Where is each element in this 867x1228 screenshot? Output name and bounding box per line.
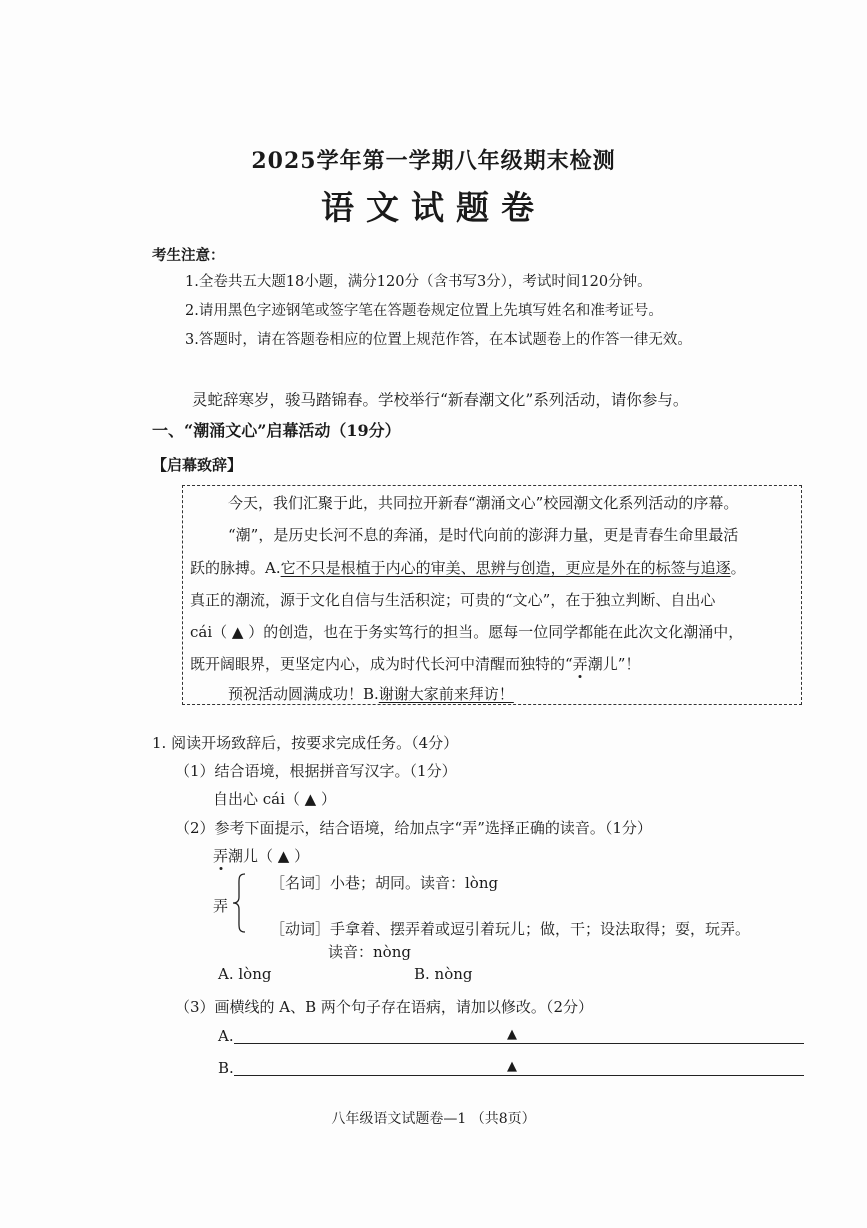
subsection-heading: 【启幕致辞】 [152, 456, 243, 474]
dotted-char: 弄 [572, 655, 588, 673]
underlined-sentence-a: 它不只是根植于内心的审美、思辨与创造，更应是外在的标签与追逐 [280, 559, 731, 577]
notice-heading: 考生注意： [152, 247, 225, 264]
speech-text: 跃的脉搏。A. [190, 559, 281, 577]
speech-text: 预祝活动圆满成功！B. [228, 685, 379, 703]
answer-label-a: A. [218, 1027, 234, 1045]
speech-line: cái（ ▲ ）的创造，也在于务实笃行的担当。愿每一位同学都能在此次文化潮涌中， [190, 623, 744, 641]
answer-placeholder-icon: ▲ [507, 1027, 517, 1042]
section-title: 一、“潮涌文心”启幕活动（19分） [152, 421, 401, 440]
speech-line: 今天，我们汇聚于此，共同拉开新春“潮涌文心”校园潮文化系列活动的序幕。 [228, 494, 739, 512]
intro-text: 灵蛇辞寒岁，骏马踏锦春。学校举行“新春潮文化”系列活动，请你参与。 [192, 391, 689, 409]
answer-placeholder-item: 自出心 cái（ ▲ ） [213, 790, 336, 808]
question-part: （3）画横线的 A、B 两个句子存在语病，请加以修改。（2分） [175, 998, 593, 1016]
answer-placeholder-item [213, 845, 309, 866]
dotted-char: 弄 [213, 847, 229, 865]
answer-line-b[interactable] [234, 1075, 804, 1076]
notice-item: 2.请用黑色字迹钢笔或签字笔在答题卷规定位置上先填写姓名和准考证号。 [185, 303, 663, 319]
underlined-sentence-b: 谢谢大家前来拜访！ [378, 685, 514, 703]
speech-line [228, 683, 514, 704]
notice-item: 3.答题时，请在答题卷相应的位置上规范作答，在本试题卷上的作答一律无效。 [185, 332, 692, 348]
brace-icon [232, 873, 246, 933]
question-part: （2）参考下面提示，结合语境，给加点字“弄”选择正确的读音。（1分） [175, 819, 652, 837]
speech-line [190, 557, 746, 578]
option-b: B. nòng [414, 965, 473, 983]
exam-subject-title: 语文试题卷 [321, 188, 546, 227]
question-part: （1）结合语境，根据拼音写汉字。（1分） [175, 762, 457, 780]
answer-line-a[interactable] [234, 1043, 804, 1044]
option-a: A. lòng [218, 965, 272, 983]
speech-line [190, 653, 640, 674]
speech-text: 。 [730, 559, 746, 577]
speech-line: 真正的潮流，源于文化自信与生活积淀；可贵的“文心”，在于独立判断、自出心 [190, 591, 716, 609]
item-text: 潮儿（ ▲ ） [228, 847, 310, 865]
definition-noun: ［名词］小巷；胡同。读音：lòng [270, 874, 499, 892]
speech-text: 潮儿”！ [587, 655, 641, 673]
question-stem: 1. 阅读开场致辞后，按要求完成任务。（4分） [152, 734, 459, 752]
definition-char: 弄 [213, 897, 229, 915]
answer-placeholder-icon: ▲ [507, 1059, 517, 1074]
definition-verb-reading: 读音：nòng [328, 943, 411, 961]
speech-line: “潮”，是历史长河不息的奔涌，是时代向前的澎湃力量，更是青春生命里最活 [228, 526, 739, 544]
speech-text: 既开阔眼界，更坚定内心，成为时代长河中清醒而独特的“ [190, 655, 573, 673]
notice-item: 1.全卷共五大题18小题，满分120分（含书写3分），考试时间120分钟。 [185, 274, 652, 290]
answer-label-b: B. [218, 1059, 234, 1077]
page-footer: 八年级语文试题卷—1 （共8页） [331, 1111, 536, 1127]
exam-title: 2025学年第一学期八年级期末检测 [251, 148, 616, 174]
definition-verb: ［动词］手拿着、摆弄着或逗引着玩儿；做，干；设法取得；耍，玩弄。 [270, 920, 751, 938]
